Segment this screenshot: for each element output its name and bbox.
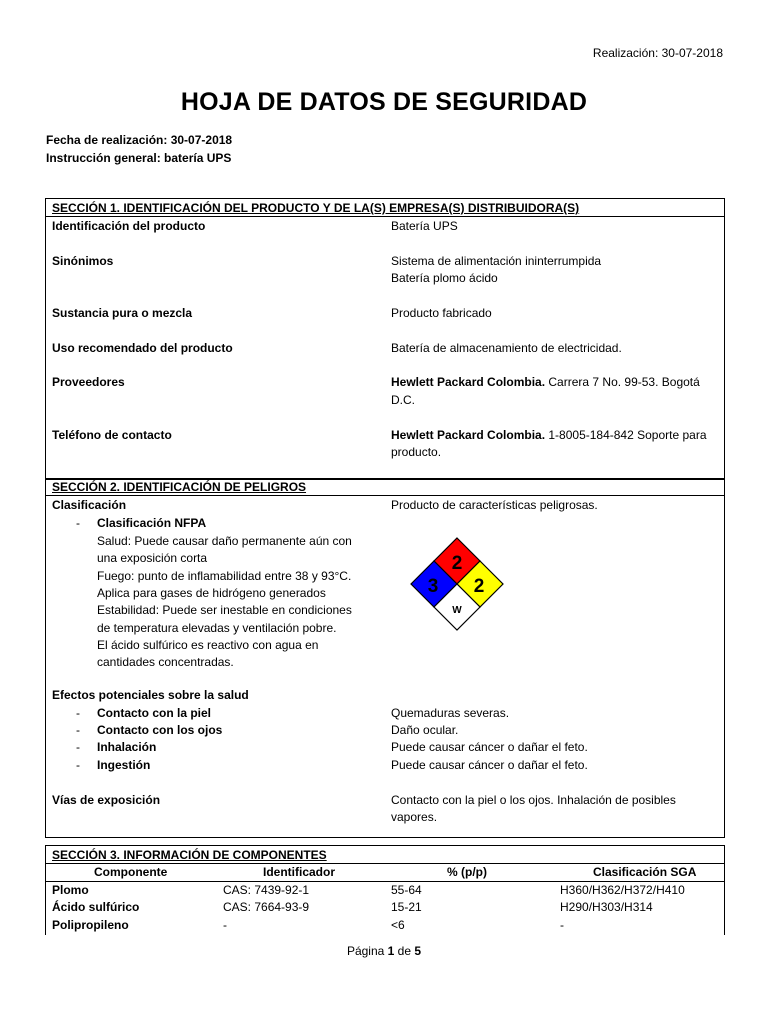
value-sustancia: Producto fabricado bbox=[391, 306, 492, 320]
section-2 bbox=[45, 478, 725, 838]
page-footer bbox=[0, 944, 768, 958]
value-telefono-1 bbox=[391, 428, 707, 442]
nfpa-health-value: 3 bbox=[427, 576, 439, 597]
nfpa-line: cantidades concentradas. bbox=[97, 655, 234, 669]
page-title: HOJA DE DATOS DE SEGURIDAD bbox=[180, 88, 588, 116]
nfpa-line: Salud: Puede causar daño permanente aún con bbox=[97, 534, 352, 548]
table-cell: Ácido sulfúrico bbox=[52, 900, 140, 914]
section-2-title: SECCIÓN 2. IDENTIFICACIÓN DE PELIGROS bbox=[52, 480, 307, 494]
efecto-value: Puede causar cáncer o dañar el feto. bbox=[391, 758, 588, 772]
col-header-identificador: Identificador bbox=[263, 865, 336, 879]
table-cell: Polipropileno bbox=[52, 918, 129, 932]
table-cell: - bbox=[560, 918, 564, 932]
value-uso: Batería de almacenamiento de electricidad. bbox=[391, 341, 622, 355]
label-proveedores: Proveedores bbox=[52, 375, 125, 389]
section-3 bbox=[45, 845, 725, 935]
bullet-dash: - bbox=[76, 723, 80, 737]
label-telefono: Teléfono de contacto bbox=[52, 428, 172, 442]
table-cell: H290/H303/H314 bbox=[560, 900, 653, 914]
telefono-number: 1-8005-184-842 Soporte para bbox=[545, 428, 707, 442]
value-proveedores-2: D.C. bbox=[391, 393, 415, 407]
value-sinonimos-2: Batería plomo ácido bbox=[391, 271, 498, 285]
table-cell: CAS: 7664-93-9 bbox=[223, 900, 310, 914]
footer-prefix: Página bbox=[346, 944, 388, 958]
header-date: Realización: 30-07-2018 bbox=[592, 46, 723, 60]
footer-page-num: 1 bbox=[387, 944, 395, 958]
nfpa-reactivity-value: 2 bbox=[473, 576, 485, 597]
nfpa-fire-value: 2 bbox=[451, 553, 463, 574]
table-cell: Plomo bbox=[52, 883, 89, 897]
value-proveedores-1 bbox=[391, 375, 700, 389]
efecto-label: Contacto con la piel bbox=[97, 706, 212, 720]
efecto-label: Contacto con los ojos bbox=[97, 723, 223, 737]
table-cell: 55-64 bbox=[391, 883, 422, 897]
footer-mid: de bbox=[394, 944, 415, 958]
section-3-title: SECCIÓN 3. INFORMACIÓN DE COMPONENTES bbox=[52, 848, 327, 862]
value-vias-2: vapores. bbox=[391, 810, 438, 824]
divider bbox=[46, 478, 724, 479]
col-header-sga: Clasificación SGA bbox=[593, 865, 697, 879]
divider bbox=[46, 495, 724, 496]
section-1 bbox=[45, 198, 725, 480]
bullet-dash: - bbox=[76, 516, 80, 530]
footer-page-total: 5 bbox=[414, 944, 422, 958]
nfpa-line: Aplica para gases de hidrógeno generados bbox=[97, 586, 326, 600]
divider bbox=[46, 216, 724, 217]
efecto-label: Ingestión bbox=[97, 758, 151, 772]
efecto-value: Daño ocular. bbox=[391, 723, 459, 737]
bullet-dash: - bbox=[76, 758, 80, 772]
label-clasificacion: Clasificación bbox=[52, 498, 127, 512]
col-header-porcentaje: % (p/p) bbox=[447, 865, 487, 879]
efecto-label: Inhalación bbox=[97, 740, 157, 754]
label-sinonimos: Sinónimos bbox=[52, 254, 114, 268]
section-1-title: SECCIÓN 1. IDENTIFICACIÓN DEL PRODUCTO Y DE LA(S) EMPRESA(S) DISTRIBUIDORA(S) bbox=[52, 201, 580, 215]
value-sinonimos-1: Sistema de alimentación ininterrumpida bbox=[391, 254, 602, 268]
table-cell: 15-21 bbox=[391, 900, 422, 914]
nfpa-line: El ácido sulfúrico es reactivo con agua en bbox=[97, 638, 319, 652]
value-telefono-2: producto. bbox=[391, 445, 442, 459]
label-efectos: Efectos potenciales sobre la salud bbox=[52, 688, 249, 702]
table-cell: CAS: 7439-92-1 bbox=[223, 883, 310, 897]
value-identificacion: Batería UPS bbox=[391, 219, 458, 233]
table-cell: <6 bbox=[391, 918, 405, 932]
nfpa-line: una exposición corta bbox=[97, 551, 208, 565]
nfpa-special-value: W bbox=[452, 605, 462, 616]
divider bbox=[46, 863, 724, 864]
table-cell: H360/H362/H372/H410 bbox=[560, 883, 685, 897]
telefono-company: Hewlett Packard Colombia. bbox=[391, 428, 546, 442]
label-vias: Vías de exposición bbox=[52, 793, 161, 807]
table-cell: - bbox=[223, 918, 227, 932]
nfpa-line: de temperatura elevadas y ventilación pobre. bbox=[97, 621, 337, 635]
efecto-value: Quemaduras severas. bbox=[391, 706, 510, 720]
label-identificacion: Identificación del producto bbox=[52, 219, 206, 233]
fecha-realizacion: Fecha de realización: 30-07-2018 bbox=[46, 133, 233, 147]
instruccion-general: Instrucción general: batería UPS bbox=[46, 151, 232, 165]
nfpa-line: Estabilidad: Puede ser inestable en condiciones bbox=[97, 603, 352, 617]
proveedor-address: Carrera 7 No. 99-53. Bogotá bbox=[545, 375, 700, 389]
value-vias-1: Contacto con la piel o los ojos. Inhalación de posibles bbox=[391, 793, 676, 807]
nfpa-diamond-icon bbox=[408, 536, 506, 634]
value-clasificacion: Producto de características peligrosas. bbox=[391, 498, 598, 512]
divider bbox=[46, 881, 724, 882]
label-sustancia: Sustancia pura o mezcla bbox=[52, 306, 193, 320]
label-nfpa: Clasificación NFPA bbox=[97, 516, 207, 530]
col-header-componente: Componente bbox=[94, 865, 168, 879]
label-uso: Uso recomendado del producto bbox=[52, 341, 233, 355]
bullet-dash: - bbox=[76, 740, 80, 754]
nfpa-line: Fuego: punto de inflamabilidad entre 38 y 93°C. bbox=[97, 569, 352, 583]
proveedor-name: Hewlett Packard Colombia. bbox=[391, 375, 546, 389]
efecto-value: Puede causar cáncer o dañar el feto. bbox=[391, 740, 588, 754]
bullet-dash: - bbox=[76, 706, 80, 720]
